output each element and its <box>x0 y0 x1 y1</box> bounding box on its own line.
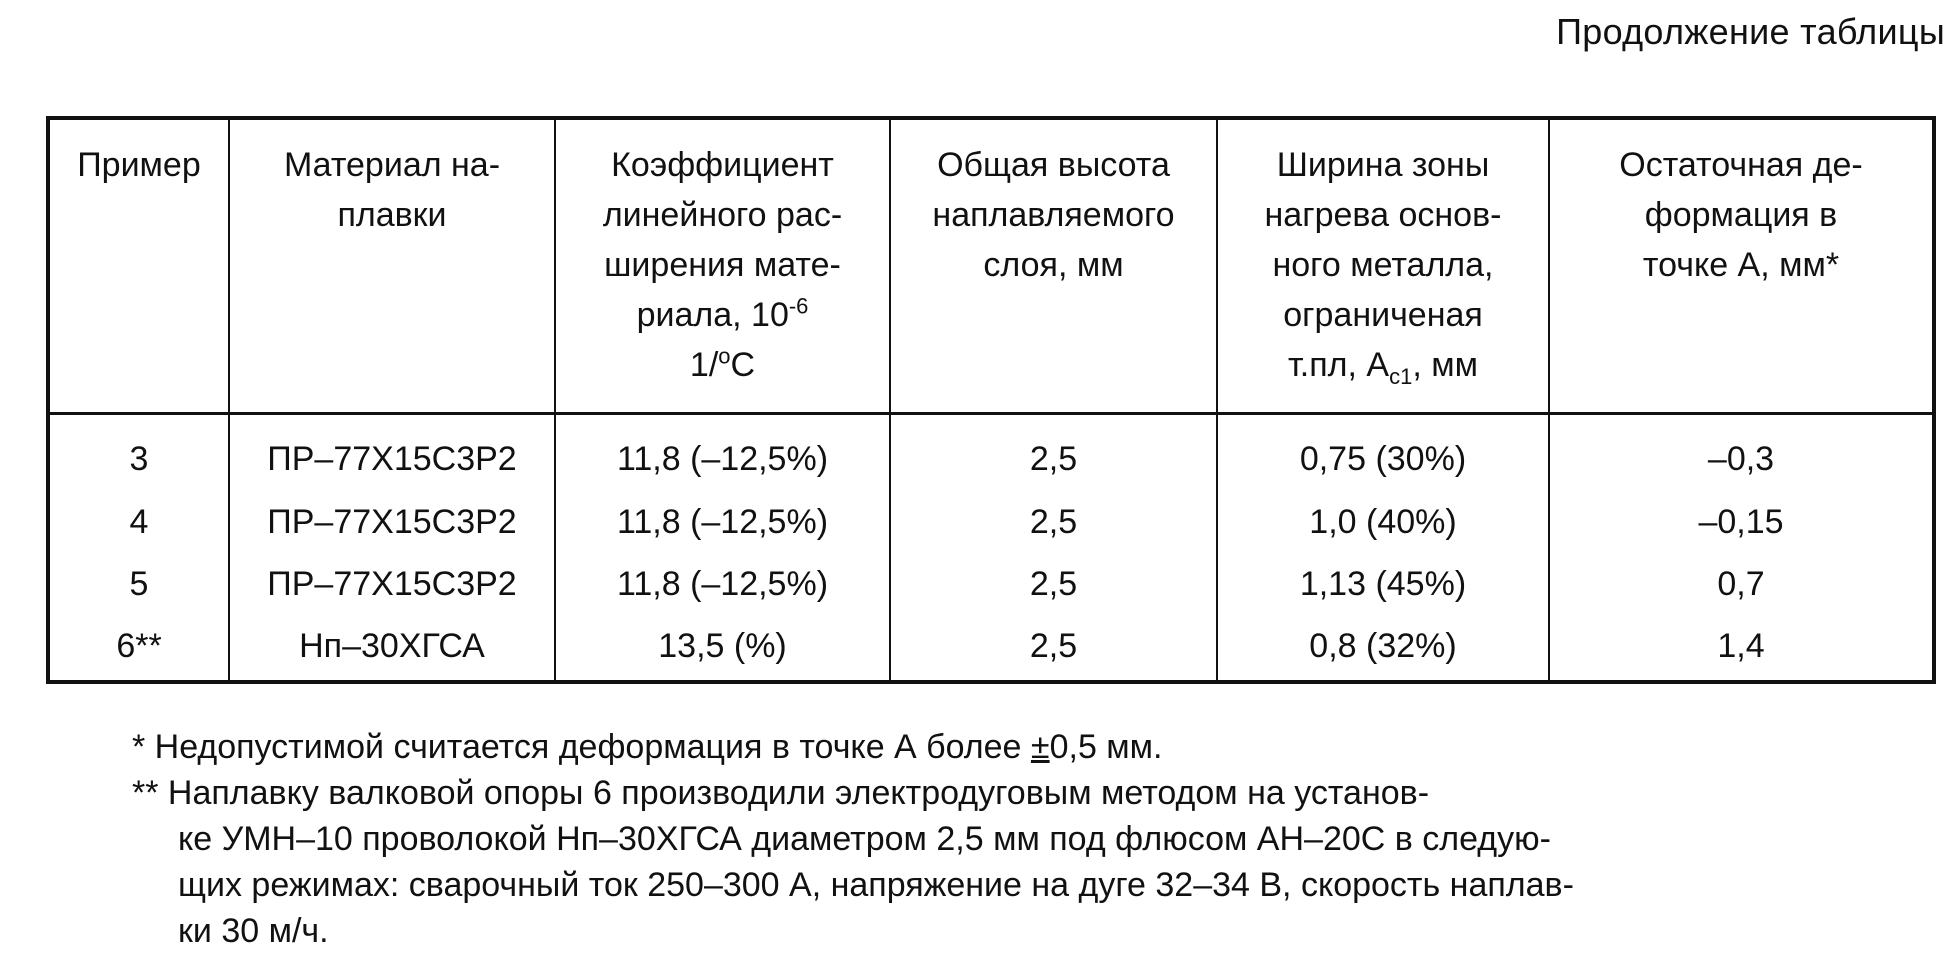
cell-material: ПР–77Х15С3Р2 <box>229 413 555 494</box>
cell-deformation: –0,3 <box>1549 413 1932 494</box>
table-row <box>50 494 1932 556</box>
header-coefficient: Коэффициент линейного рас- ширения мате- риала, $10^{-6}$ 1/$^o$C <box>555 120 890 413</box>
cell-material: ПР–77Х15С3Р2 <box>229 494 555 556</box>
table-row <box>50 618 1932 680</box>
cell-width: 0,75 (30%) <box>1217 413 1549 494</box>
cell-coefficient: 11,8 (–12,5%) <box>555 556 890 618</box>
cell-height: 2,5 <box>890 494 1217 556</box>
header-residual-deformation: Остаточная де- формация в точке А, мм* <box>1549 120 1932 413</box>
cell-example: 5 <box>129 565 149 604</box>
cell-height: 2,5 <box>890 413 1217 494</box>
cell-example: 6** <box>116 627 162 666</box>
cell-coefficient: 11,8 (–12,5%) <box>555 494 890 556</box>
header-layer-height: Общая высота наплавляемого слоя, мм <box>890 120 1217 413</box>
cell-height: 2,5 <box>890 618 1217 680</box>
table-row <box>50 413 1932 494</box>
footnotes <box>132 724 1942 954</box>
footnote-2-line-1: ** Наплавку валковой опоры 6 производили электродуговым методом на установ- <box>132 774 1430 812</box>
table-header-row <box>50 120 1932 413</box>
header-material: Материал на- плавки <box>229 120 555 413</box>
cell-example: 4 <box>129 503 149 542</box>
cell-coefficient: 13,5 (%) <box>555 618 890 680</box>
cell-deformation: –0,15 <box>1549 494 1932 556</box>
footnote-2-line-3: щих режимах: сварочный ток 250–300 А, напряжение на дуге 32–34 В, скорость наплав- <box>178 866 1574 904</box>
data-table <box>50 120 1932 680</box>
footnote-2-line-2: ке УМН–10 проволокой Нп–30ХГСА диаметром 2,5 мм под флюсом АН–20С в следую- <box>178 820 1551 858</box>
footnote-2-line-4: ки 30 м/ч. <box>178 912 329 950</box>
cell-material: ПР–77Х15С3Р2 <box>229 556 555 618</box>
footnote-1: * Недопустимой считается деформация в точке А более ±0,5 мм. <box>132 728 1163 766</box>
table-continuation-caption: Продолжение таблицы <box>1556 11 1945 52</box>
cell-width: 1,0 (40%) <box>1217 494 1549 556</box>
table-row <box>50 556 1932 618</box>
cell-example: 3 <box>129 439 149 478</box>
cell-width: 0,8 (32%) <box>1217 618 1549 680</box>
header-heat-zone-width: Ширина зоны нагрева основ- ного металла, ограниченая т.пл, $А_{c1}$, мм <box>1217 120 1549 413</box>
cell-width: 1,13 (45%) <box>1217 556 1549 618</box>
data-table-frame <box>46 116 1936 684</box>
cell-deformation: 1,4 <box>1549 618 1932 680</box>
cell-height: 2,5 <box>890 556 1217 618</box>
header-example: Пример <box>50 120 229 413</box>
cell-coefficient: 11,8 (–12,5%) <box>555 413 890 494</box>
cell-deformation: 0,7 <box>1549 556 1932 618</box>
cell-material: Нп–30ХГСА <box>229 618 555 680</box>
